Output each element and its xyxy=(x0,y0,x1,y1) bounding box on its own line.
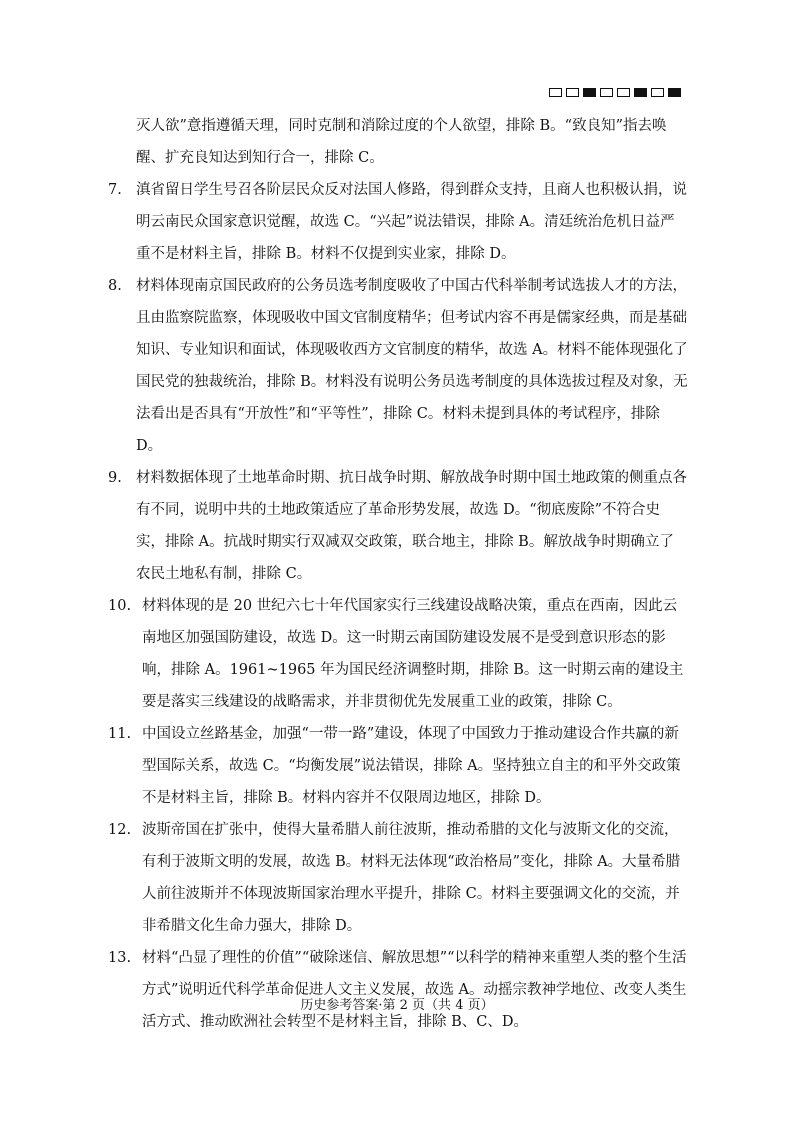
page-footer: 历史参考答案·第 2 页（共 4 页） xyxy=(300,998,494,1013)
answer-item-7 xyxy=(108,174,688,270)
item-number: 13. xyxy=(108,950,132,966)
code-square xyxy=(549,88,562,97)
answer-item-13 xyxy=(108,942,688,1038)
item-number: 10. xyxy=(108,598,132,614)
code-square xyxy=(600,88,613,97)
code-square xyxy=(651,88,664,97)
answer-body xyxy=(108,110,688,1038)
item-text: 中国设立丝路基金，加强“一带一路”建设，体现了中国致力于推动建设合作共赢的新型国际关系，故选 C。“均衡发展”说法错误，排除 A。坚持独立自主的和平外交政策不是材料主旨，排除 B。材料内容并不仅限周边地区，排除 D。 xyxy=(142,726,681,806)
item-text: 材料体现的是 20 世纪六七十年代国家实行三线建设战略决策，重点在西南，因此云南地区加强国防建设，故选 D。这一时期云南国防建设发展不是受到意识形态的影响，排除 A。1961~1965 年为国民经济调整时期，排除 B。这一时期云南的建设主要是落实三线建设的战略需求，并非贯彻优先发展重工业的政策，排除 C。 xyxy=(142,598,684,710)
item-text: 材料“凸显了理性的价值”“破除迷信、解放思想”“以科学的精神来重塑人类的整个生活方式”说明近代科学革命促进人文主义发展，故选 A。动摇宗教神学地位、改变人类生活方式、推动欧洲社会转型不是材料主旨，排除 B、C、D。 xyxy=(142,950,687,1030)
item-text: 材料体现南京国民政府的公务员选考制度吸收了中国古代科举制考试选拔人才的方法，且由监察院监察，体现吸收中国文官制度精华；但考试内容不再是儒家经典，而是基础知识、专业知识和面试，体现吸收西方文官制度的精华，故选 A。材料不能体现强化了国民党的独裁统治，排除 B。材料没有说明公务员选考制度的具体选拔过程及对象，无法看出是否具有“开放性”和“平等性”，排除 C。材料未提到具体的考试程序，排除 D。 xyxy=(136,278,688,454)
code-square-filled xyxy=(668,88,681,97)
item-number: 11. xyxy=(108,726,132,742)
item-text: 滇省留日学生号召各阶层民众反对法国人修路，得到群众支持，且商人也积极认捐，说明云南民众国家意识觉醒，故选 C。“兴起”说法错误，排除 A。清廷统治危机日益严重不是材料主旨，排除 B。材料不仅提到实业家，排除 D。 xyxy=(136,182,687,262)
code-square xyxy=(617,88,630,97)
continuation-paragraph: 灭人欲”意指遵循天理，同时克制和消除过度的个人欲望，排除 B。“致良知”指去唤醒、扩充良知达到知行合一，排除 C。 xyxy=(136,118,667,166)
answer-item-10 xyxy=(108,590,688,718)
answer-item-8 xyxy=(108,270,688,462)
item-number: 8. xyxy=(108,278,122,294)
item-text: 材料数据体现了土地革命时期、抗日战争时期、解放战争时期中国土地政策的侧重点各有不同，说明中共的土地政策适应了革命形势发展，故选 D。“彻底废除”不符合史实，排除 A。抗战时期实行双减双交政策，联合地主，排除 B。解放战争时期确立了农民土地私有制，排除 C。 xyxy=(136,470,687,582)
item-text: 波斯帝国在扩张中，使得大量希腊人前往波斯，推动希腊的文化与波斯文化的交流，有利于波斯文明的发展，故选 B。材料无法体现“政治格局”变化，排除 A。大量希腊人前往波斯并不体现波斯国家治理水平提升，排除 C。材料主要强调文化的交流，并非希腊文化生命力强大，排除 D。 xyxy=(142,822,681,934)
item-number: 7. xyxy=(108,182,122,198)
answer-code-squares xyxy=(549,88,681,97)
code-square-filled xyxy=(634,88,647,97)
item-number: 12. xyxy=(108,822,132,838)
item-number: 9. xyxy=(108,470,122,486)
answer-item-12 xyxy=(108,814,688,942)
code-square xyxy=(566,88,579,97)
answer-item-9 xyxy=(108,462,688,590)
code-square-filled xyxy=(583,88,596,97)
answer-item-11 xyxy=(108,718,688,814)
